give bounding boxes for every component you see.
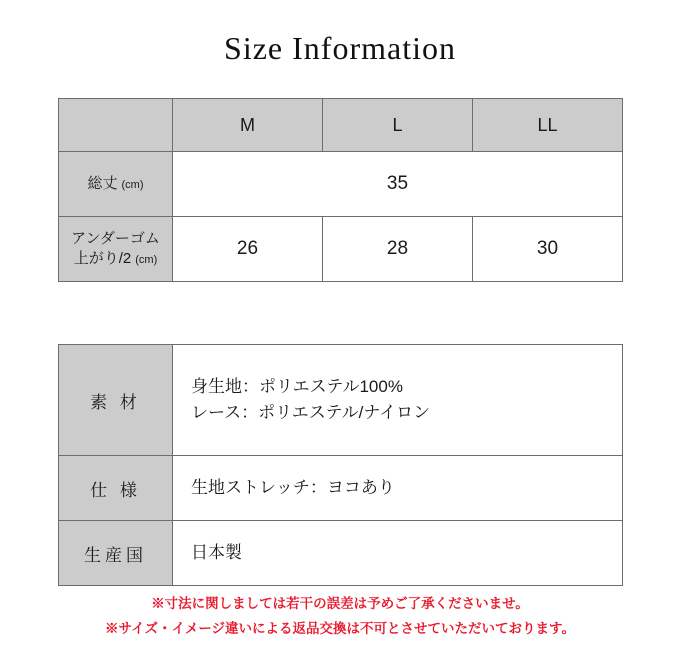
size-table-header-l: L: [323, 99, 473, 152]
size-value-under-gom-m: 26: [173, 217, 323, 282]
spec-value-specification: 生地ストレッチ：ヨコあり: [173, 456, 623, 521]
spec-value-material-line1: 身生地：ポリエステル100%: [191, 376, 403, 396]
size-table-header-ll: LL: [473, 99, 623, 152]
spec-table: [58, 344, 623, 586]
table-row: [59, 521, 623, 586]
spec-label-specification: 仕 様: [59, 456, 173, 521]
size-row-unit: (cm): [135, 254, 158, 266]
table-row: [59, 456, 623, 521]
size-row-label-line2: 上がり/2: [73, 250, 132, 267]
table-row: [59, 152, 623, 217]
size-row-label-total-length: [59, 152, 173, 217]
size-row-label-text: 総丈: [87, 174, 118, 192]
size-table-header-row: [59, 99, 623, 152]
size-table-header-blank: [59, 99, 173, 152]
spec-label-material: 素 材: [59, 345, 173, 456]
size-table-header-m: M: [173, 99, 323, 152]
size-row-label-under-gom: [59, 217, 173, 282]
note-line-1: ※寸法に関しましては若干の誤差は予めご了承くださいませ。: [151, 596, 529, 611]
size-row-unit: (cm): [121, 178, 144, 191]
size-table: [58, 98, 623, 282]
size-row-label-line1: アンダーゴム: [71, 229, 160, 247]
spec-label-country: 生産国: [59, 521, 173, 586]
table-row: [59, 217, 623, 282]
table-row: [59, 345, 623, 456]
spec-value-material-line2: レース：ポリエステル/ナイロン: [191, 403, 431, 422]
spec-value-material: [173, 345, 623, 456]
page-title: Size Information: [224, 30, 456, 66]
notes: [0, 592, 680, 642]
size-value-under-gom-l: 28: [323, 217, 473, 282]
spec-value-country: 日本製: [173, 521, 623, 586]
size-value-total-length-all: 35: [173, 152, 623, 217]
size-value-under-gom-ll: 30: [473, 217, 623, 282]
note-line-2: ※サイズ・イメージ違いによる返品交換は不可とさせていただいております。: [105, 620, 575, 636]
